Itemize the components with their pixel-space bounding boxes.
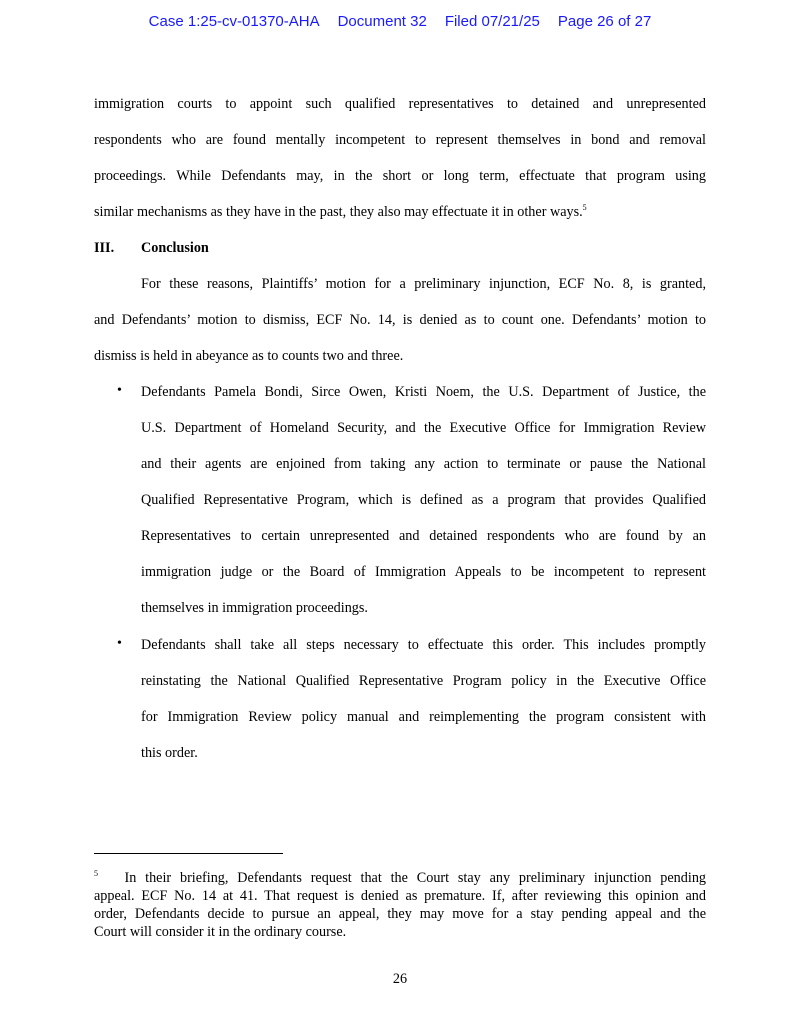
footnote-text: In their briefing, Defendants request that the Court stay any preliminary injunction pending: [124, 870, 707, 886]
page-number: 26: [392, 971, 408, 987]
bullet-icon: •: [117, 383, 122, 398]
bullet-line: reinstating the National Qualified Representative Program policy in the Executive Office: [141, 673, 706, 689]
bullet-line: Qualified Representative Program, which is defined as a program that provides Qualified: [141, 492, 706, 508]
paragraph-line: and Defendants’ motion to dismiss, ECF No. 14, is denied as to count one. Defendants’ motion to: [94, 312, 706, 328]
bullet-line: and their agents are enjoined from taking any action to terminate or pause the National: [141, 456, 706, 472]
footnote-line: Court will consider it in the ordinary course.: [94, 924, 347, 940]
paragraph-line: For these reasons, Plaintiffs’ motion for a preliminary injunction, ECF No. 8, is granted,: [141, 276, 706, 292]
footnote-line: order, Defendants decide to pursue an appeal, they may move for a stay pending appeal and the: [94, 906, 706, 922]
document-number: Document 32: [337, 13, 427, 30]
paragraph-line: immigration courts to appoint such qualified representatives to detained and unrepresented: [94, 96, 706, 112]
page-count: Page 26 of 27: [557, 13, 652, 30]
footnote-divider: [94, 853, 283, 854]
filed-date: Filed 07/21/25: [444, 13, 540, 30]
case-number: Case 1:25-cv-01370-AHA: [148, 13, 320, 30]
paragraph-line: [94, 203, 706, 221]
bullet-line: Defendants Pamela Bondi, Sirce Owen, Kristi Noem, the U.S. Department of Justice, the: [141, 384, 706, 400]
footnote-line: [94, 869, 706, 887]
paragraph-line: dismiss is held in abeyance as to counts two and three.: [94, 348, 404, 364]
paragraph-text: similar mechanisms as they have in the past, they also may effectuate it in other ways.: [94, 204, 583, 220]
footnote-line: appeal. ECF No. 14 at 41. That request is denied as premature. If, after reviewing this opinion and: [94, 888, 706, 904]
case-header: [0, 13, 800, 30]
section-heading: Conclusion: [141, 240, 209, 256]
bullet-line: U.S. Department of Homeland Security, and the Executive Office for Immigration Review: [141, 420, 706, 436]
footnote-number: 5: [94, 869, 98, 878]
bullet-line: this order.: [141, 745, 198, 761]
bullet-line: immigration judge or the Board of Immigration Appeals to be incompetent to represent: [141, 564, 706, 580]
section-number: III.: [94, 240, 115, 256]
bullet-line: Defendants shall take all steps necessary to effectuate this order. This includes promptly: [141, 637, 706, 653]
bullet-icon: •: [117, 636, 122, 651]
footnote-reference[interactable]: 5: [582, 203, 587, 212]
bullet-line: for Immigration Review policy manual and reimplementing the program consistent with: [141, 709, 706, 725]
bullet-line: Representatives to certain unrepresented and detained respondents who are found by an: [141, 528, 706, 544]
paragraph-line: proceedings. While Defendants may, in the short or long term, effectuate that program using: [94, 168, 706, 184]
paragraph-line: respondents who are found mentally incompetent to represent themselves in bond and removal: [94, 132, 706, 148]
bullet-line: themselves in immigration proceedings.: [141, 600, 368, 616]
